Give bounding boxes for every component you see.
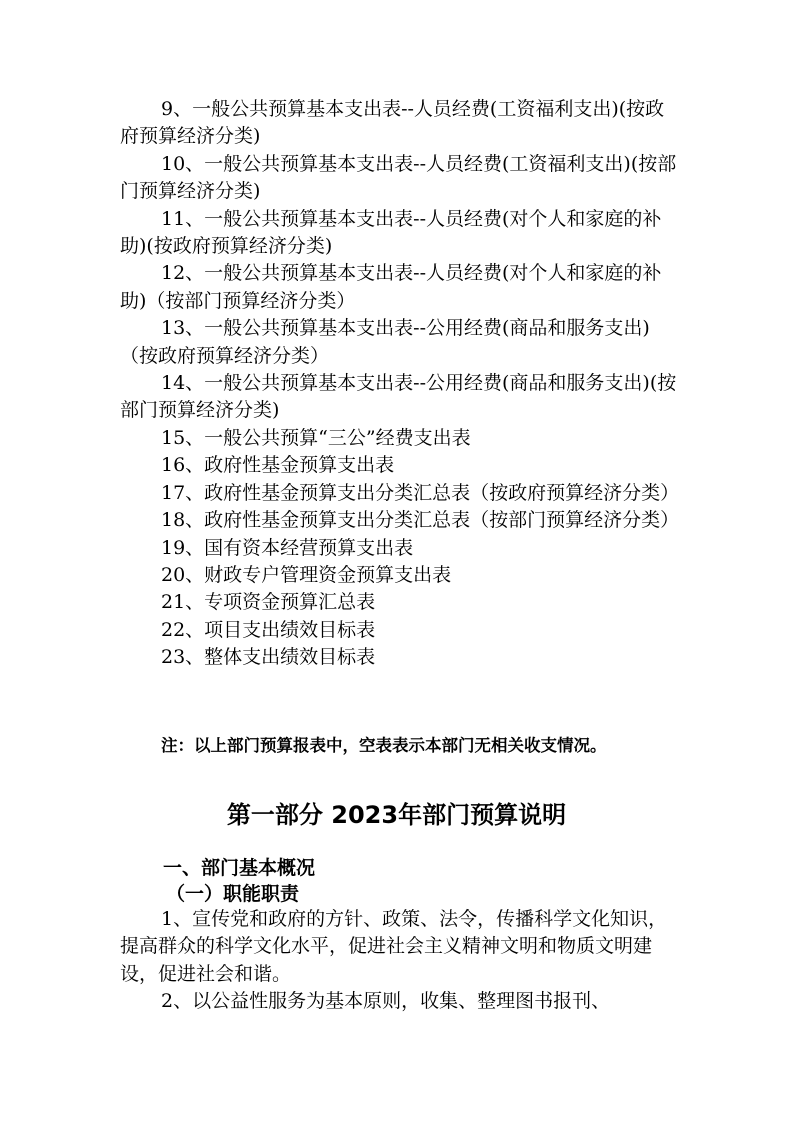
- list-item: 22、项目支出绩效目标表: [161, 618, 376, 641]
- list-item: 12、一般公共预算基本支出表--人员经费(对个人和家庭的补助)（按部门预算经济分类）: [120, 262, 662, 312]
- section-heading: 一、部门基本概况: [163, 857, 316, 879]
- list-item: 21、专项资金预算汇总表: [161, 591, 376, 614]
- list-item: 10、一般公共预算基本支出表--人员经费(工资福利支出)(按部门预算经济分类): [120, 152, 677, 203]
- part-title: 第一部分 2023年部门预算说明: [226, 801, 567, 829]
- list-item: 15、一般公共预算“三公”经费支出表: [161, 426, 471, 449]
- list-item: 14、一般公共预算基本支出表--公用经费(商品和服务支出)(按部门预算经济分类): [120, 372, 677, 422]
- list-item: 17、政府性基金预算支出分类汇总表（按政府预算经济分类）: [161, 481, 680, 504]
- list-item: 19、国有资本经营预算支出表: [161, 536, 414, 559]
- list-item: 18、政府性基金预算支出分类汇总表（按部门预算经济分类）: [161, 509, 680, 532]
- subsection-heading: （一）职能职责: [166, 883, 300, 905]
- list-item: 13、一般公共预算基本支出表--公用经费(商品和服务支出)（按政府预算经济分类）: [120, 317, 650, 367]
- list-item: 16、政府性基金预算支出表: [161, 454, 395, 477]
- list-item: 9、一般公共预算基本支出表--人员经费(工资福利支出)(按政府预算经济分类): [120, 98, 665, 148]
- paragraph: 1、宣传党和政府的方针、政策、法令，传播科学文化知识，提高群众的科学文化水平，促进社会主义精神文明和物质文明建设，促进社会和谐。: [120, 908, 668, 985]
- paragraph: 2、以公益性服务为基本原则，收集、整理图书报刊、: [161, 990, 611, 1013]
- table-note: 注：以上部门预算报表中，空表表示本部门无相关收支情况。: [161, 736, 607, 755]
- list-item: 11、一般公共预算基本支出表--人员经费(对个人和家庭的补助)(按政府预算经济分类): [120, 207, 662, 258]
- list-item: 20、财政专户管理资金预算支出表: [161, 563, 452, 586]
- body-text: [120, 906, 680, 1016]
- report-table-list: [120, 96, 680, 672]
- list-item: 23、整体支出绩效目标表: [161, 646, 376, 669]
